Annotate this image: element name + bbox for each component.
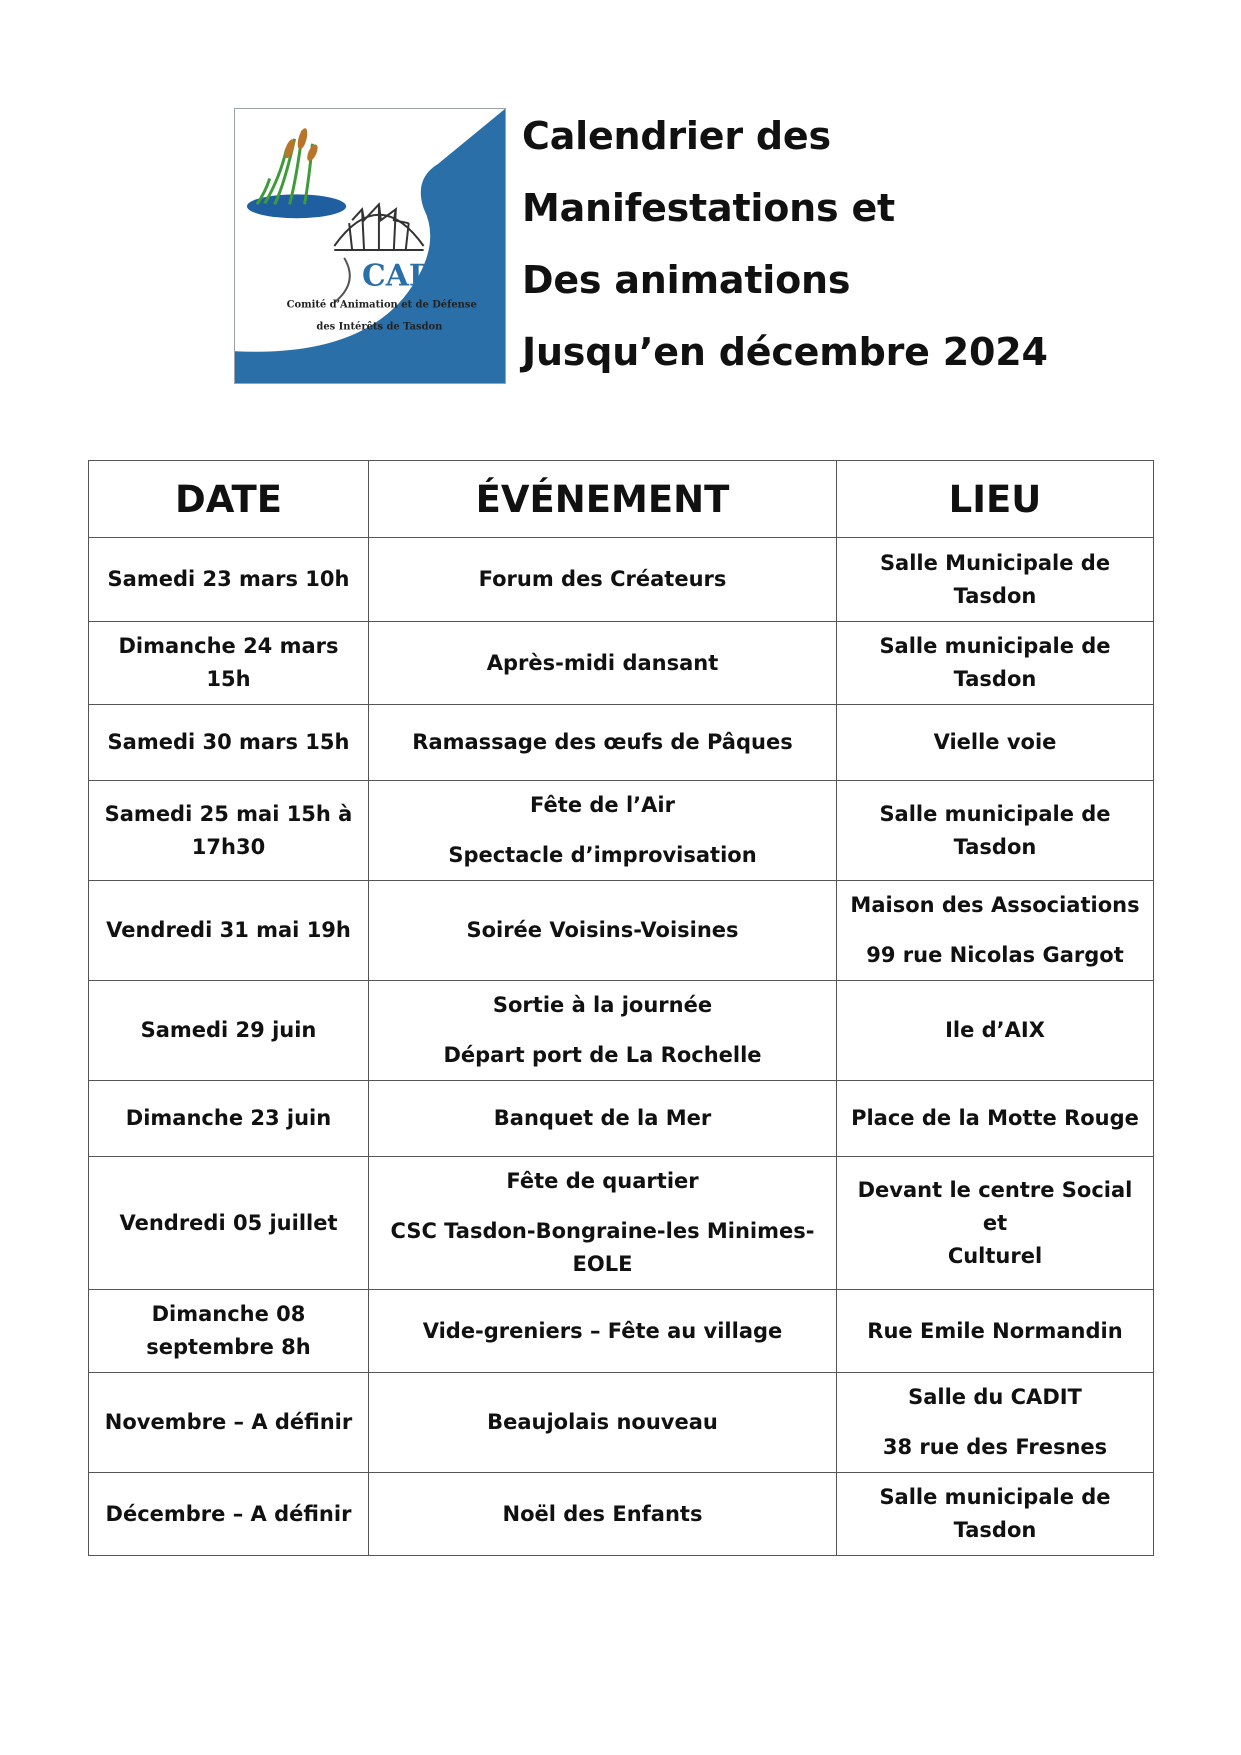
cell-event	[369, 881, 837, 981]
title-line-3: Des animations	[522, 258, 851, 302]
place-text: Devant le centre Social et	[857, 1177, 1133, 1235]
event-text: Soirée Voisins-Voisines	[466, 918, 739, 942]
date-text: Vendredi 31 mai 19h	[106, 918, 351, 942]
event-text: Forum des Créateurs	[478, 567, 727, 591]
cell-place	[837, 1157, 1154, 1290]
event-text: Ramassage des œufs de Pâques	[412, 730, 793, 754]
date-text: Samedi 29 juin	[140, 1018, 317, 1042]
table-row	[89, 981, 1154, 1081]
date-text: Décembre – A définir	[105, 1501, 352, 1526]
cell-place	[837, 705, 1154, 781]
date-text: Samedi 23 mars 10h	[107, 567, 350, 591]
event-text: Vide-greniers – Fête au village	[422, 1318, 783, 1343]
event-text: Spectacle d’improvisation	[448, 843, 757, 867]
cell-date	[89, 1373, 369, 1473]
event-text: Départ port de La Rochelle	[443, 1043, 762, 1067]
place-text: Tasdon	[953, 1518, 1037, 1542]
place-text: Maison des Associations	[850, 893, 1140, 917]
event-text: Après-midi dansant	[486, 650, 719, 675]
cell-event	[369, 1373, 837, 1473]
title-line-2: Manifestations et	[522, 186, 896, 230]
logo-subtitle-2: des Intérêts de Tasdon	[316, 321, 443, 333]
table-row	[89, 622, 1154, 705]
date-text: septembre 8h	[146, 1335, 311, 1359]
event-text: Banquet de la Mer	[493, 1106, 712, 1130]
cell-event	[369, 622, 837, 705]
column-header-event: ÉVÉNEMENT	[369, 461, 837, 538]
logo-name: CADIT	[362, 258, 471, 294]
place-text: Tasdon	[953, 834, 1037, 859]
place-text: 38 rue des Fresnes	[882, 1435, 1108, 1459]
cell-place	[837, 1373, 1154, 1473]
cell-event	[369, 981, 837, 1081]
column-header-date: DATE	[89, 461, 369, 538]
cadit-logo	[234, 108, 506, 384]
cell-place	[837, 981, 1154, 1081]
date-text: Samedi 25 mai 15h à	[104, 801, 353, 826]
cell-date	[89, 705, 369, 781]
cell-place	[837, 622, 1154, 705]
place-text: Vielle voie	[933, 730, 1057, 754]
cell-date	[89, 881, 369, 981]
table-row	[89, 538, 1154, 622]
table-row	[89, 1081, 1154, 1157]
place-text: Salle Municipale de	[879, 550, 1111, 575]
event-text: Beaujolais nouveau	[487, 1410, 718, 1434]
place-text: 99 rue Nicolas Gargot	[866, 943, 1124, 967]
date-text: Novembre – A définir	[104, 1410, 353, 1434]
title-line-4: Jusqu’en décembre 2024	[522, 330, 1048, 374]
table-row	[89, 781, 1154, 881]
event-text: Fête de quartier	[506, 1169, 699, 1193]
cell-event	[369, 1290, 837, 1373]
table-row	[89, 881, 1154, 981]
events-table	[88, 460, 1154, 1556]
place-text: Salle municipale de	[879, 1485, 1111, 1509]
table-row	[89, 1157, 1154, 1290]
table-row	[89, 1473, 1154, 1556]
cell-date	[89, 1473, 369, 1556]
cell-event	[369, 1473, 837, 1556]
cell-place	[837, 1290, 1154, 1373]
cell-place	[837, 1081, 1154, 1157]
table-row	[89, 1373, 1154, 1473]
cell-date	[89, 538, 369, 622]
column-header-place: LIEU	[837, 461, 1154, 538]
place-text: Rue Emile Normandin	[867, 1318, 1123, 1343]
cell-event	[369, 1157, 837, 1290]
cell-date	[89, 781, 369, 881]
event-text: CSC Tasdon-Bongraine-les Minimes-	[390, 1219, 815, 1243]
cell-place	[837, 538, 1154, 622]
event-text: EOLE	[572, 1252, 633, 1276]
place-text: Salle municipale de	[879, 634, 1111, 658]
cell-date	[89, 1290, 369, 1373]
date-text: Vendredi 05 juillet	[119, 1210, 338, 1235]
place-text: Salle municipale de	[879, 801, 1111, 826]
place-text: Tasdon	[953, 667, 1037, 691]
event-text: Sortie à la journée	[492, 993, 713, 1017]
event-text: Fête de l’Air	[530, 793, 675, 817]
date-text: Samedi 30 mars 15h	[107, 730, 350, 754]
place-text: Salle du CADIT	[908, 1385, 1082, 1409]
cell-place	[837, 1473, 1154, 1556]
place-text: Tasdon	[953, 583, 1037, 608]
cell-date	[89, 622, 369, 705]
event-text: Noël des Enfants	[502, 1501, 703, 1526]
date-text: 17h30	[191, 834, 266, 859]
table-header-row	[89, 461, 1154, 538]
place-text: Place de la Motte Rouge	[851, 1106, 1139, 1130]
page-title	[522, 100, 1122, 388]
date-text: Dimanche 08	[151, 1302, 306, 1326]
title-line-1: Calendrier des	[522, 114, 831, 158]
cell-date	[89, 1081, 369, 1157]
cell-event	[369, 538, 837, 622]
date-text: Dimanche 24 mars 15h	[118, 634, 339, 691]
table-row	[89, 705, 1154, 781]
place-text: Culturel	[947, 1243, 1043, 1268]
cell-place	[837, 781, 1154, 881]
logo-subtitle-1: Comité d’Animation et de Défense	[286, 299, 477, 311]
place-text: Ile d’AIX	[945, 1018, 1045, 1042]
cell-place	[837, 881, 1154, 981]
cell-event	[369, 1081, 837, 1157]
cell-event	[369, 705, 837, 781]
cell-event	[369, 781, 837, 881]
cell-date	[89, 981, 369, 1081]
table-row	[89, 1290, 1154, 1373]
date-text: Dimanche 23 juin	[125, 1106, 332, 1130]
cell-date	[89, 1157, 369, 1290]
